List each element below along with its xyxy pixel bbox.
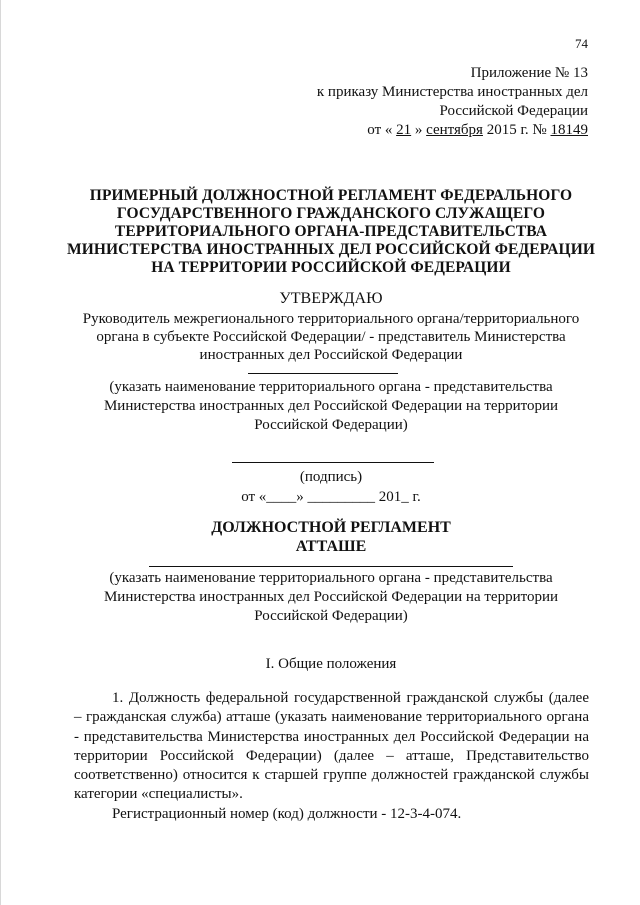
signature-label: (подпись) xyxy=(299,469,363,485)
note1-line-2: Министерства иностранных дел Российской Федерации на территории xyxy=(103,398,559,414)
paragraph-1: 1. Должность федеральной государственной гражданской службы (далее – гражданская служба) атташе (указать наименование территориального органа - представительства Министерства иностранных дел Российской Федерации на территории Российской Федерации) (далее – атташе, Представительство соответственно) относится к старшей группе должностей гражданской службы категории «специалисты». xyxy=(74,690,589,803)
appendix-date-mid: » xyxy=(411,122,427,138)
appendix-date-line xyxy=(317,121,588,140)
page-number: 74 xyxy=(575,36,588,51)
main-title-line-2: ГОСУДАРСТВЕННОГО ГРАЖДАНСКОГО СЛУЖАЩЕГО xyxy=(116,205,546,222)
appendix-date-prefix: от « xyxy=(367,122,397,138)
appendix-line-1: Приложение № 13 xyxy=(470,65,588,81)
main-title-line-3: ТЕРРИТОРИАЛЬНОГО ОРГАНА-ПРЕДСТАВИТЕЛЬСТВА xyxy=(114,223,548,240)
regulation-title-line-2: АТТАШЕ xyxy=(295,538,367,555)
approver-name-rule xyxy=(248,373,398,374)
note1-line-3: Российской Федерации) xyxy=(254,417,408,433)
territorial-body-note-2 xyxy=(41,569,621,626)
territorial-body-note-1 xyxy=(41,378,621,435)
regulation-title xyxy=(41,518,621,556)
approval-block xyxy=(41,290,621,364)
paragraph-2: Регистрационный номер (код) должности - 12-3-4-074. xyxy=(112,806,462,822)
main-title-line-4: МИНИСТЕРСТВА ИНОСТРАННЫХ ДЕЛ РОССИЙСКОЙ ФЕДЕРАЦИИ xyxy=(66,241,596,258)
note2-line-1: (указать наименование территориального органа - представительства xyxy=(109,570,553,586)
main-title-line-5: НА ТЕРРИТОРИИ РОССИЙСКОЙ ФЕДЕРАЦИИ xyxy=(151,259,511,276)
note2-line-2: Министерства иностранных дел Российской Федерации на территории xyxy=(103,589,559,605)
appendix-day: 21 xyxy=(396,122,412,138)
appendix-month: сентября xyxy=(426,122,483,138)
note2-line-3: Российской Федерации) xyxy=(254,608,408,624)
main-title xyxy=(41,187,621,277)
appendix-line-2: к приказу Министерства иностранных дел xyxy=(316,84,588,100)
section-heading: I. Общие положения xyxy=(265,656,397,672)
appendix-order-number: 18149 xyxy=(550,122,588,138)
signature-rule xyxy=(232,462,434,463)
appendix-block xyxy=(317,64,588,140)
main-title-line-1: ПРИМЕРНЫЙ ДОЛЖНОСТНОЙ РЕГЛАМЕНТ ФЕДЕРАЛЬНОГО xyxy=(89,187,573,204)
note1-line-1: (указать наименование территориального органа - представительства xyxy=(109,379,553,395)
appendix-year: 2015 г. № xyxy=(482,122,551,138)
approval-heading: УТВЕРЖДАЮ xyxy=(279,290,383,307)
regulation-title-line-1: ДОЛЖНОСТНОЙ РЕГЛАМЕНТ xyxy=(211,519,451,536)
regulation-rule xyxy=(149,566,513,567)
signature-block xyxy=(41,467,621,507)
approval-line-3: иностранных дел Российской Федерации xyxy=(199,347,463,363)
appendix-line-3: Российской Федерации xyxy=(439,103,588,119)
approval-line-1: Руководитель межрегионального территориального органа/территориального xyxy=(82,311,580,327)
approval-line-2: органа в субъекте Российской Федерации/ - представитель Министерства xyxy=(96,329,566,345)
signature-date-line: от «____» _________ 201_ г. xyxy=(241,489,421,505)
